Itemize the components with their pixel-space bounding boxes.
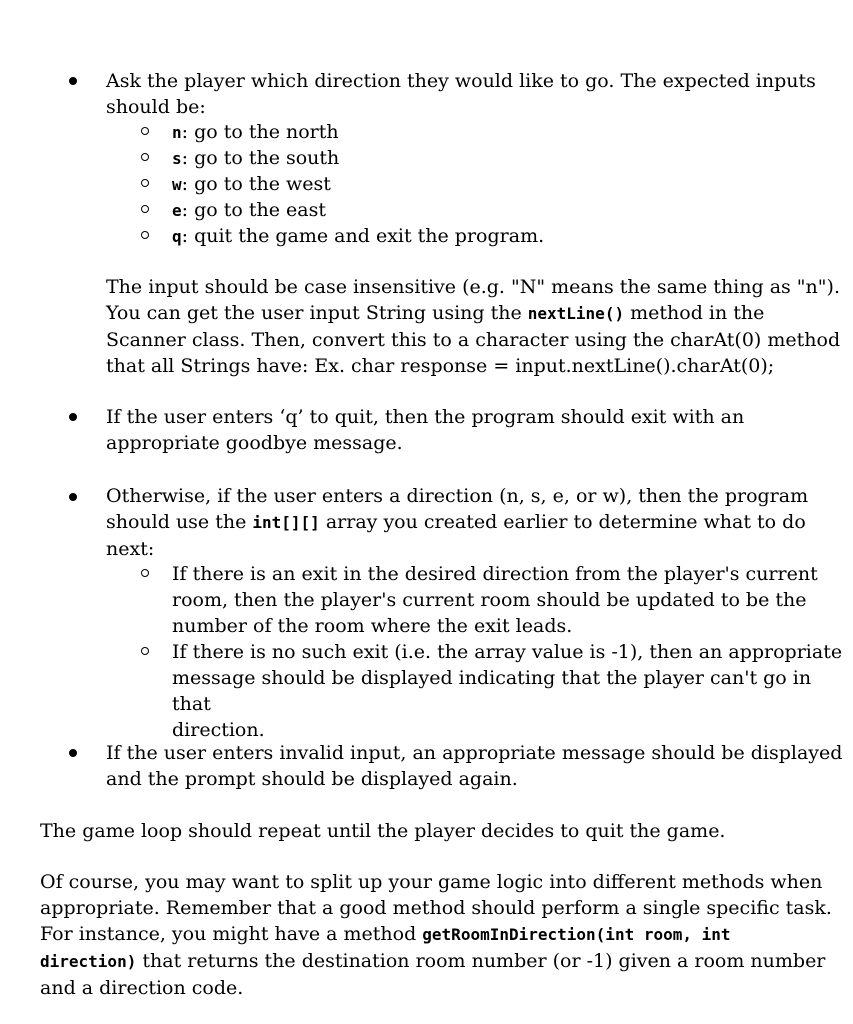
text-run: You can get the user input String using the	[106, 302, 528, 324]
text-run: array you created earlier to determine what to do	[319, 511, 806, 533]
text-line: If there is no such exit (i.e. the array value is -1), then an appropriate	[172, 641, 843, 663]
bullet-marker	[69, 413, 77, 421]
option-desc: : go to the south	[181, 147, 340, 169]
sub-bullet-marker	[141, 179, 149, 187]
code-getroomindirection: getRoomInDirection(int room, int	[422, 925, 731, 944]
option-key: n	[172, 123, 182, 142]
code-nextline: nextLine()	[527, 304, 625, 323]
text-line: appropriate. Remember that a good method should perform a single specific task.	[40, 897, 832, 919]
sub-bullet-marker	[141, 647, 149, 655]
text-run: method in the	[624, 302, 765, 324]
bullet-invalid-input	[106, 740, 842, 792]
sub-bullet-marker	[141, 205, 149, 213]
text-run: should use the	[106, 511, 253, 533]
option-desc: : quit the game and exit the program.	[181, 225, 545, 247]
text-line	[40, 921, 832, 948]
sub-bullet-marker	[141, 127, 149, 135]
sub-exit-exists	[172, 561, 818, 639]
bullet-marker	[69, 493, 77, 501]
option-north	[172, 119, 339, 146]
sub-bullet-marker	[141, 569, 149, 577]
text-line: number of the room where the exit leads.	[172, 615, 573, 637]
bullet-quit-message	[106, 404, 744, 456]
sub-bullet-marker	[141, 231, 149, 239]
case-insensitive-note	[106, 274, 840, 379]
text-line: and the prompt should be displayed again.	[106, 768, 518, 790]
option-east	[172, 197, 326, 224]
text-line	[106, 509, 808, 536]
text-line: If there is an exit in the desired direction from the player's current	[172, 563, 818, 585]
option-quit	[172, 223, 544, 250]
text-line: If the user enters invalid input, an appropriate message should be displayed	[106, 742, 843, 764]
bullet-direction-handling	[106, 483, 808, 562]
option-key: q	[172, 227, 182, 246]
option-west	[172, 171, 331, 198]
text-line: should be:	[106, 96, 206, 118]
sub-no-exit	[172, 639, 853, 743]
text-line: Scanner class. Then, convert this to a character using the charAt(0) method	[106, 329, 841, 351]
text-line: Of course, you may want to split up your game logic into different methods when	[40, 871, 823, 893]
text-line	[40, 948, 832, 975]
text-line: Otherwise, if the user enters a direction (n, s, e, or w), then the program	[106, 485, 809, 507]
text-line: appropriate goodbye message.	[106, 432, 403, 454]
methods-paragraph	[40, 869, 832, 1001]
text-line: Ask the player which direction they would like to go. The expected inputs	[106, 70, 816, 92]
text-run: that returns the destination room number (or -1) given a room number	[136, 950, 826, 972]
option-desc: : go to the west	[181, 173, 331, 195]
text-line: The game loop should repeat until the player decides to quit the game.	[40, 820, 726, 842]
bullet-marker	[69, 77, 77, 85]
option-key: w	[172, 175, 182, 194]
text-line: that all Strings have: Ex. char response = input.nextLine().charAt(0);	[106, 355, 775, 377]
bullet-direction-prompt	[106, 68, 816, 120]
option-key: s	[172, 149, 182, 168]
code-int-array: int[][]	[252, 513, 320, 532]
text-line: If the user enters ‘q’ to quit, then the program should exit with an	[106, 406, 745, 428]
text-line: direction.	[172, 719, 265, 741]
code-direction-param: direction)	[40, 952, 137, 971]
game-loop-paragraph	[40, 818, 725, 844]
text-line: and a direction code.	[40, 977, 244, 999]
text-line: room, then the player's current room should be updated to be the	[172, 589, 807, 611]
text-line	[106, 300, 840, 327]
bullet-marker	[69, 749, 77, 757]
option-desc: : go to the north	[181, 121, 339, 143]
option-south	[172, 145, 339, 172]
text-line: The input should be case insensitive (e.g. "N" means the same thing as "n").	[106, 276, 840, 298]
sub-bullet-marker	[141, 153, 149, 161]
text-line: message should be displayed indicating that the player can't go in that	[172, 667, 812, 715]
option-key: e	[172, 201, 182, 220]
option-desc: : go to the east	[181, 199, 326, 221]
text-line: next:	[106, 538, 155, 560]
text-run: For instance, you might have a method	[40, 923, 423, 945]
